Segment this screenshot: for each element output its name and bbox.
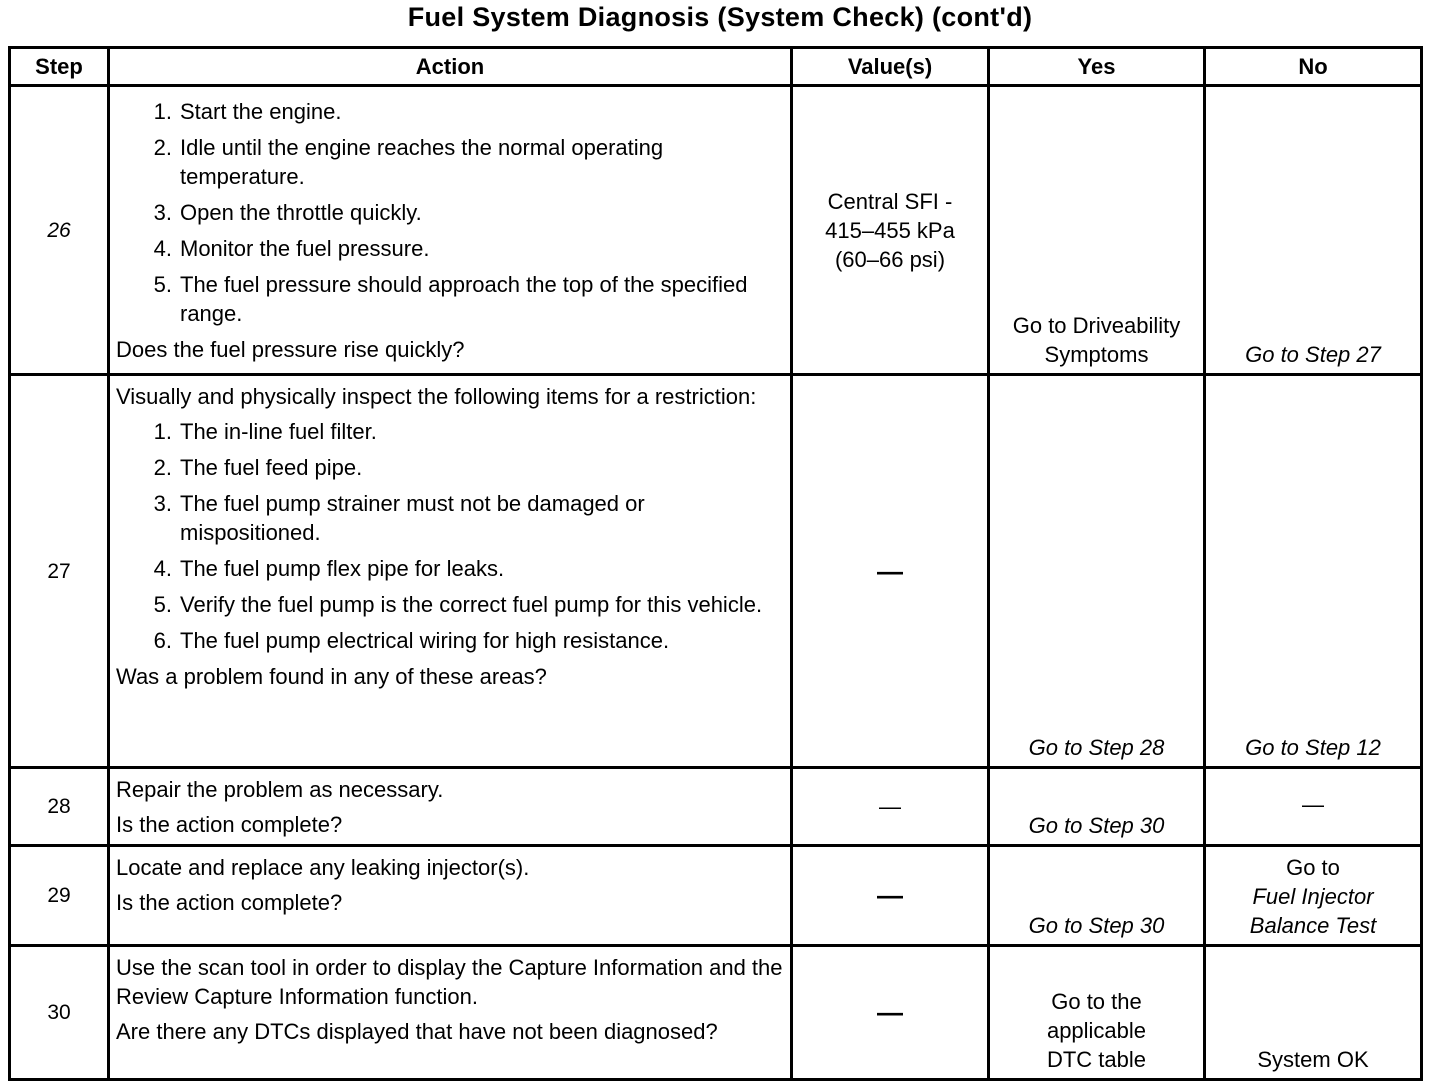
value-cell: — — [792, 768, 989, 846]
action-intro: Visually and physically inspect the following items for a restriction: — [116, 384, 757, 409]
no-cell — [1205, 846, 1422, 946]
table-row — [10, 768, 1422, 846]
header-action: Action — [109, 48, 792, 86]
value-line: Central SFI - — [827, 188, 953, 214]
step-number: 26 — [10, 86, 109, 375]
list-item: 3. Open the throttle quickly. — [153, 200, 422, 225]
table-row — [10, 846, 1422, 946]
value-line: 415–455 kPa — [825, 217, 955, 243]
no-cell: — — [1205, 768, 1422, 846]
action-cell — [109, 86, 792, 375]
action-intro: Repair the problem as necessary. — [116, 777, 444, 802]
yes-cell: Go to Step 30 — [989, 768, 1205, 846]
step-number: 28 — [10, 768, 109, 846]
step-number: 30 — [10, 946, 109, 1080]
action-question: Does the fuel pressure rise quickly? — [116, 337, 465, 362]
list-item: 5. The fuel pressure should approach the top of the specified range. — [153, 272, 748, 326]
step-number: 27 — [10, 375, 109, 768]
header-yes: Yes — [989, 48, 1205, 86]
yes-cell: Go to Step 28 — [989, 375, 1205, 768]
action-question: Was a problem found in any of these areas? — [116, 664, 547, 689]
header-values: Value(s) — [792, 48, 989, 86]
list-item: 4. Monitor the fuel pressure. — [153, 236, 430, 261]
action-question: Are there any DTCs displayed that have not been diagnosed? — [116, 1019, 718, 1044]
action-question: Is the action complete? — [116, 890, 343, 915]
yes-line: Go to the — [1051, 989, 1142, 1014]
action-list — [116, 417, 784, 655]
table-row — [10, 86, 1422, 375]
no-line: Balance Test — [1249, 913, 1377, 938]
yes-cell: Go to Step 30 — [989, 846, 1205, 946]
yes-line: DTC table — [1046, 1047, 1147, 1072]
list-item: 4. The fuel pump flex pipe for leaks. — [153, 556, 505, 581]
yes-cell — [989, 946, 1205, 1080]
no-line: Fuel Injector — [1252, 884, 1374, 909]
header-row — [10, 48, 1422, 86]
action-cell — [109, 375, 792, 768]
table-row — [10, 946, 1422, 1080]
page-title: Fuel System Diagnosis (System Check) (cont'd) — [407, 2, 1033, 32]
action-cell — [109, 768, 792, 846]
no-cell: System OK — [1205, 946, 1422, 1080]
step-number: 29 — [10, 846, 109, 946]
action-intro: Use the scan tool in order to display the Capture Information and the Review Capture Information function. — [116, 955, 783, 1009]
list-item: 3. The fuel pump strainer must not be damaged or mispositioned. — [153, 491, 645, 545]
no-cell: Go to Step 12 — [1205, 375, 1422, 768]
no-cell: Go to Step 27 — [1205, 86, 1422, 375]
yes-cell: Go to Driveability Symptoms — [989, 86, 1205, 375]
yes-line: applicable — [1046, 1018, 1147, 1043]
header-no: No — [1205, 48, 1422, 86]
value-cell: — — [792, 946, 989, 1080]
action-list — [116, 97, 784, 328]
list-item: 5. Verify the fuel pump is the correct fuel pump for this vehicle. — [153, 592, 763, 617]
table-row — [10, 375, 1422, 768]
list-item: 1. The in-line fuel filter. — [153, 419, 377, 444]
diagnosis-table — [8, 46, 1423, 1081]
value-cell: — — [792, 846, 989, 946]
action-question: Is the action complete? — [116, 812, 343, 837]
header-step: Step — [10, 48, 109, 86]
list-item: 2. The fuel feed pipe. — [153, 455, 363, 480]
value-cell: — — [792, 375, 989, 768]
action-cell — [109, 846, 792, 946]
list-item: 6. The fuel pump electrical wiring for high resistance. — [153, 628, 670, 653]
action-cell — [109, 946, 792, 1080]
list-item: 2. Idle until the engine reaches the normal operating temperature. — [153, 135, 664, 189]
no-line: Go to — [1286, 855, 1340, 880]
list-item: 1. Start the engine. — [153, 99, 342, 124]
value-line: (60–66 psi) — [834, 246, 946, 272]
action-intro: Locate and replace any leaking injector(s). — [116, 855, 530, 880]
value-cell — [792, 86, 989, 375]
